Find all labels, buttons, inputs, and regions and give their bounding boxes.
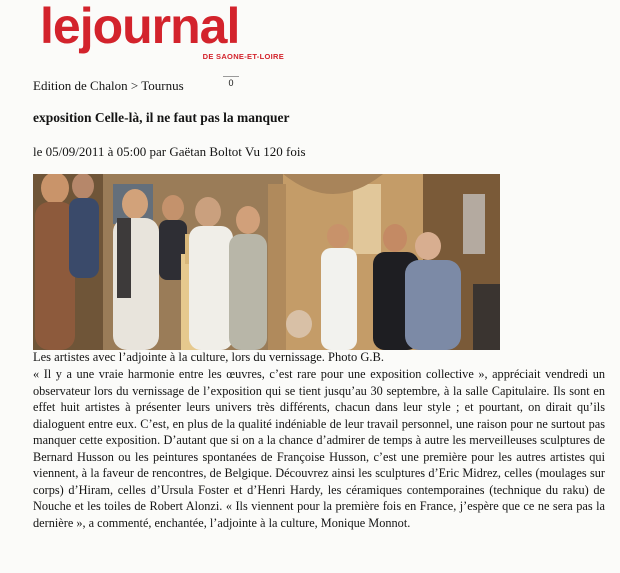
breadcrumb-section-link[interactable]: Tournus bbox=[141, 78, 184, 93]
article-photo bbox=[33, 174, 500, 350]
logo-subtitle: DE SAONE-ET-LOIRE bbox=[202, 52, 284, 61]
breadcrumb bbox=[33, 78, 184, 94]
article-title: exposition Celle-là, il ne faut pas la manquer bbox=[33, 110, 290, 125]
photo-caption: Les artistes avec l’adjointe à la culture, lors du vernissage. Photo G.B. bbox=[33, 350, 384, 364]
article-byline: le 05/09/2011 à 05:00 par Gaëtan Boltot Vu 120 fois bbox=[33, 144, 306, 159]
group-photo-illustration bbox=[33, 174, 500, 350]
breadcrumb-separator: > bbox=[130, 78, 139, 93]
logo-wordmark: lejournal bbox=[40, 0, 240, 54]
article-body: « Il y a une vraie harmonie entre les œuvres, c’est rare pour une exposition collective », appréciait vendredi un observateur lors du vernissage de l’exposition qui se tient jusqu’au 30 septembre, à la salle Capitulaire. Ils sont en effet huit artistes à présenter leurs univers très différents, chacun dans leur style ; et pourtant, on dirait qu’ils dialoguent entre eux. C’est, en plus de la qualité indéniable de leur travail personnel, une raison pour ne surtout pas manquer cette exposition. D’autant que si on a la chance d’admirer de temps à autre les merveilleuses sculptures de Bernard Husson ou les peintures spontanées de Françoise Husson, c’est une première pour les autres artistes qui viennent, à la faveur de rencontres, de Belgique. Découvrez ainsi les sculptures d’Eric Midrez, celles (moulages sur corps) d’Hiram, celles d’Ursula Foster et d’Henri Hardy, les céramiques contemporaines (technique du raku) de Nouche et les toiles de Robert Alonzi. « Ils viennent pour la première fois en France, j’espère que ce ne sera pas la dernière », a commenté, enchantée, l’adjointe à la culture, Monique Monnot. bbox=[33, 367, 605, 530]
breadcrumb-edition-link[interactable]: Edition de Chalon bbox=[33, 78, 128, 93]
newspaper-logo[interactable] bbox=[40, 2, 290, 66]
comment-count-badge[interactable]: 0 bbox=[223, 76, 239, 90]
